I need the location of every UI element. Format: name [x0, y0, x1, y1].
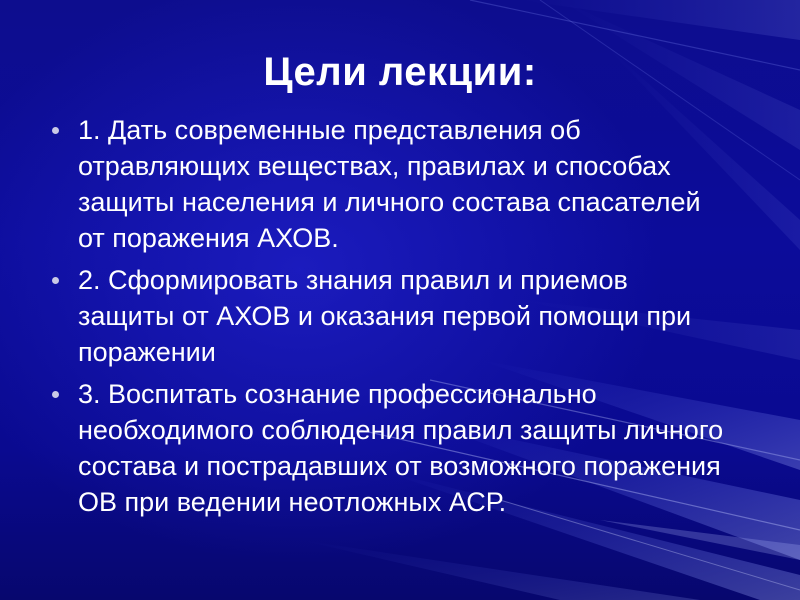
bullet-dot-icon: [52, 391, 59, 398]
bullet-item: [48, 262, 728, 370]
bullet-dot-icon: [52, 127, 59, 134]
bullet-text: 1. Дать современные представления об отравляющих веществах, правилах и способах защиты населения и личного состава спасателей от поражения АХОВ.: [78, 115, 701, 253]
bullet-item: [48, 376, 728, 520]
bullet-list: [48, 112, 728, 526]
bullet-text: 2. Сформировать знания правил и приемов защиты от АХОВ и оказания первой помощи при поражении: [78, 265, 692, 367]
bullet-text: 3. Воспитать сознание профессионально необходимого соблюдения правил защиты личного состава и пострадавших от возможного поражения ОВ при ведении неотложных АСР.: [78, 379, 724, 517]
slide-title: Цели лекции:: [263, 50, 537, 94]
bullet-item: [48, 112, 728, 256]
bullet-dot-icon: [52, 277, 59, 284]
